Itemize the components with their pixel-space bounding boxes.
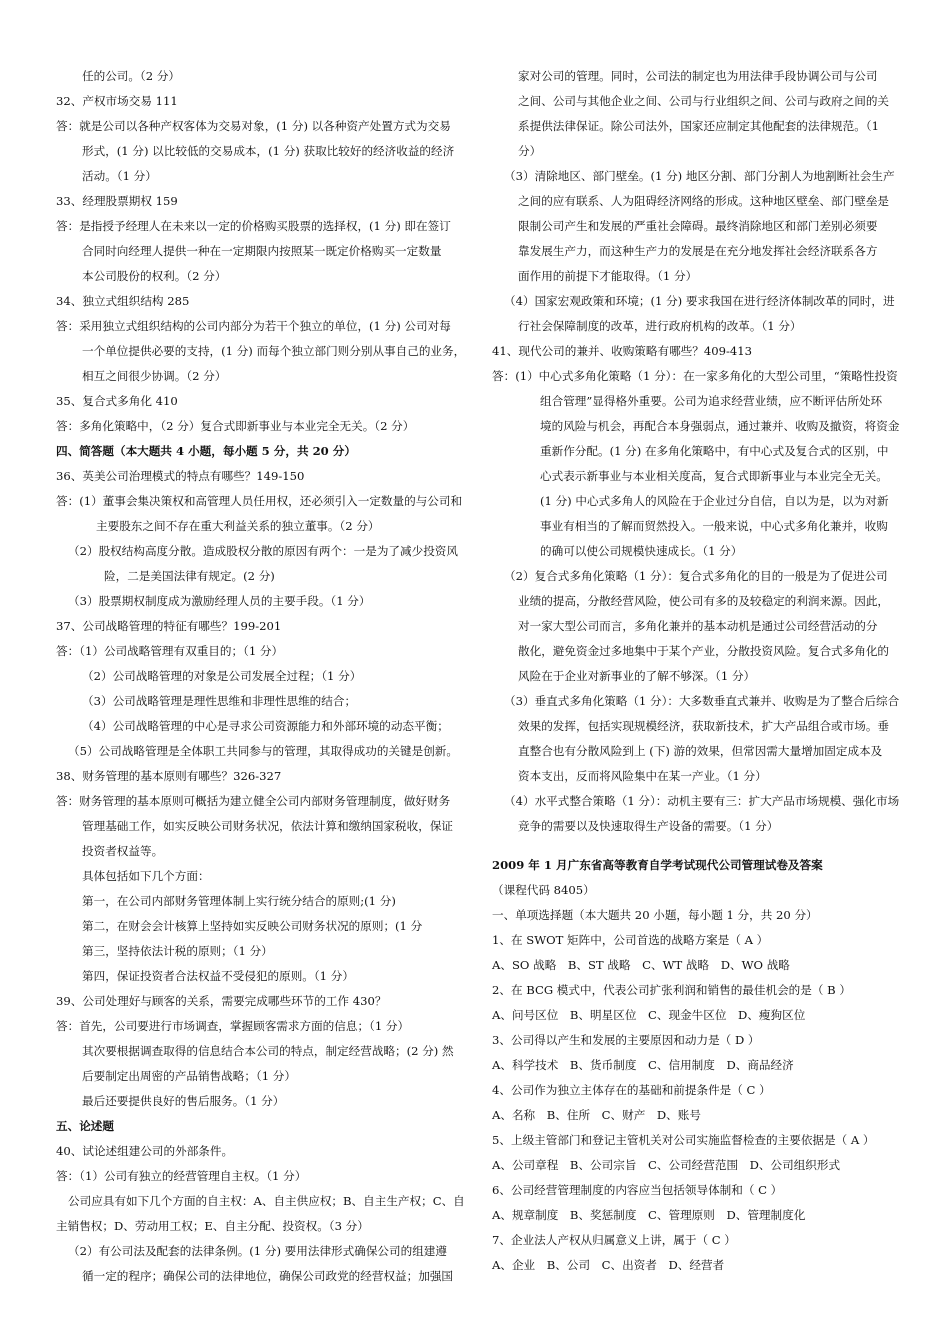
text-line: 合同时向经理人提供一种在一定期限内按照某一既定价格购买一定数量 xyxy=(82,244,442,258)
text-line: 答：(1）董事会集决策权和高管理人员任用权，还必须引入一定数量的与公司和 xyxy=(56,494,463,508)
text-line: （2）股权结构高度分散。造成股权分散的原因有两个：一是为了减少投资风 xyxy=(68,544,458,558)
text-line: （2）复合式多角化策略（1 分）：复合式多角化的目的一般是为了促进公司 xyxy=(504,569,888,583)
text-line: A、SO 战略 B、ST 战略 C、WT 战略 D、WO 战略 xyxy=(492,958,790,972)
text-line: 循一定的程序；确保公司的法律地位，确保公司政党的经营权益；加强国 xyxy=(82,1269,454,1283)
text-line: 1、在 SWOT 矩阵中，公司首选的战略方案是（ A ） xyxy=(492,933,769,947)
text-line: 险，二是美国法律有规定。(2 分) xyxy=(104,569,275,583)
text-line: （2）有公司法及配套的法律条例。(1 分) 要用法律形式确保公司的组建遵 xyxy=(68,1244,447,1258)
text-line: A、名称 B、住所 C、财产 D、账号 xyxy=(492,1108,701,1122)
text-line: 第一，在公司内部财务管理体制上实行统分结合的原则;(1 分) xyxy=(82,894,396,908)
text-line: 41、现代公司的兼并、收购策略有哪些？409-413 xyxy=(492,344,753,358)
text-line: （3）公司战略管理是理性思维和非理性思维的结合； xyxy=(82,694,357,708)
text-line: A、公司章程 B、公司宗旨 C、公司经营范围 D、公司组织形式 xyxy=(492,1158,841,1172)
text-line: （5）公司战略管理是全体职工共同参与的管理，其取得成功的关键是创新。 xyxy=(68,744,458,758)
text-line: 形式，(1 分) 以比较低的交易成本，(1 分) 获取比较好的经济收益的经济 xyxy=(82,144,455,158)
text-line: A、企业 B、公司 C、出资者 D、经营者 xyxy=(492,1258,725,1272)
text-line: 业绩的提高，分散经营风险，使公司有多的及较稳定的利润来源。因此， xyxy=(518,594,890,608)
text-line: 境的风险与机会，再配合本身强弱点，通过兼并、收购及撤资，将资金 xyxy=(540,419,900,433)
text-line: 之间、公司与其他企业之间、公司与行业组织之间、公司与政府之间的关 xyxy=(518,94,890,108)
text-line: 资本支出，反而将风险集中在某一产业。（1 分） xyxy=(518,769,767,783)
text-line: 公司应具有如下几个方面的自主权：A、自主供应权；B、自主生产权；C、自 xyxy=(68,1194,465,1208)
text-line: （4）水平式整合策略（1 分）：动机主要有三：扩大产品市场规模、强化市场 xyxy=(504,794,900,808)
text-line: 管理基础工作，如实反映公司财务状况，依法计算和缴纳国家税收，保证 xyxy=(82,819,454,833)
text-line: 重新作分配。(1 分) 在多角化策略中，有中心式及复合式的区别，中 xyxy=(540,444,889,458)
text-line: 5、上级主管部门和登记主管机关对公司实施监督检查的主要依据是（ A ） xyxy=(492,1133,875,1147)
text-line xyxy=(492,839,896,853)
right-column xyxy=(492,64,900,1278)
text-line: （3）股票期权制度成为激励经理人员的主要手段。（1 分） xyxy=(68,594,371,608)
text-line: 答：首先，公司要进行市场调查，掌握顾客需求方面的信息；（1 分） xyxy=(56,1019,410,1033)
text-line: 33、经理股票期权 159 xyxy=(56,194,178,208)
text-line: 答：（1）公司有独立的经营管理自主权。（1 分） xyxy=(56,1169,307,1183)
text-line: 第三，坚持依法计税的原则；（1 分） xyxy=(82,944,273,958)
section-heading: 五、论述题 xyxy=(56,1119,114,1133)
text-line: 靠发展生产力，而这种生产力的发展是在充分地发挥社会经济联系各方 xyxy=(518,244,878,258)
text-line: 其次要根据调查取得的信息结合本公司的特点，制定经营战略；(2 分) 然 xyxy=(82,1044,454,1058)
text-line: 任的公司。（2 分） xyxy=(82,69,181,83)
text-line: 答：采用独立式组织结构的公司内部分为若干个独立的单位，(1 分) 公司对每 xyxy=(56,319,451,333)
text-line: (1 分) 中心式多角人的风险在于企业过分自信，自以为是，以为对新 xyxy=(540,494,889,508)
text-line: （3）垂直式多角化策略（1 分）：大多数垂直式兼并、收购是为了整合后综合 xyxy=(504,694,900,708)
section-heading: 四、简答题（本大题共 4 小题，每小题 5 分，共 20 分） xyxy=(56,444,356,458)
text-line: 第二，在财会会计核算上坚持如实反映公司财务状况的原则；(1 分 xyxy=(82,919,423,933)
text-line: 主销售权；D、劳动用工权；E、自主分配、投资权。（3 分） xyxy=(56,1219,369,1233)
text-line: 投资者权益等。 xyxy=(82,844,164,858)
text-line: 2、在 BCG 模式中，代表公司扩张利润和销售的最佳机会的是（ B ） xyxy=(492,983,851,997)
text-line: 系提供法律保证。除公司法外，国家还应制定其他配套的法律规范。（1 xyxy=(518,119,879,133)
text-line: 答：多角化策略中，（2 分）复合式即新事业与本业完全无关。（2 分） xyxy=(56,419,415,433)
text-line: 的确可以使公司规模快速成长。（1 分） xyxy=(540,544,743,558)
text-line: 直整合也有分散风险到上 (下) 游的效果，但常因需大量增加固定成本及 xyxy=(518,744,883,758)
text-line: 36、英美公司治理模式的特点有哪些？149-150 xyxy=(56,469,305,483)
text-line: 相互之间很少协调。（2 分） xyxy=(82,369,227,383)
text-line: 家对公司的管理。同时，公司法的制定也为用法律手段协调公司与公司 xyxy=(518,69,878,83)
text-line: 答：(1）中心式多角化策略（1 分）：在一家多角化的大型公司里，“策略性投资 xyxy=(492,369,898,383)
text-line: 散化，避免资金过多地集中于某个产业，分散投资风险。复合式多角化的 xyxy=(518,644,890,658)
text-line: 7、企业法人产权从归属意义上讲，属于（ C ） xyxy=(492,1233,736,1247)
text-line: 32、产权市场交易 111 xyxy=(56,94,178,108)
section-heading: 2009 年 1 月广东省高等教育自学考试现代公司管理试卷及答案 xyxy=(492,858,823,872)
text-line: 风险在于企业对新事业的了解不够深。（1 分） xyxy=(518,669,756,683)
text-line: 分） xyxy=(518,144,542,158)
text-line: A、科学技术 B、货币制度 C、信用制度 D、商品经济 xyxy=(492,1058,794,1072)
text-line: 6、公司经营管理制度的内容应当包括领导体制和（ C ） xyxy=(492,1183,783,1197)
text-line: 40、试论述组建公司的外部条件。 xyxy=(56,1144,234,1158)
text-line: 第四，保证投资者合法权益不受侵犯的原则。（1 分） xyxy=(82,969,354,983)
text-line: 效果的发挥，包括实现规模经济，获取新技术，扩大产品组合或市场。垂 xyxy=(518,719,890,733)
text-line: 对一家大型公司而言，多角化兼并的基本动机是通过公司经营活动的分 xyxy=(518,619,878,633)
text-line: 活动。（1 分） xyxy=(82,169,157,183)
text-line: 38、财务管理的基本原则有哪些？326-327 xyxy=(56,769,282,783)
text-line: 面作用的前提下才能取得。（1 分） xyxy=(518,269,698,283)
text-line: 39、公司处理好与顾客的关系，需要完成哪些环节的工作 430？ xyxy=(56,994,387,1008)
text-line: （2）公司战略管理的对象是公司发展全过程；（1 分） xyxy=(82,669,362,683)
text-line: 后要制定出周密的产品销售战略；（1 分） xyxy=(82,1069,296,1083)
text-line: 限制公司产生和发展的严重社会障碍。最终消除地区和部门差别必须要 xyxy=(518,219,878,233)
text-line: 答：就是公司以各种产权客体为交易对象，(1 分) 以各种资产处置方式为交易 xyxy=(56,119,451,133)
text-line: 心式表示新事业与本业相关度高，复合式即新事业与本业完全无关。 xyxy=(540,469,888,483)
text-line: 竞争的需要以及快速取得生产设备的需要。（1 分） xyxy=(518,819,779,833)
text-line: 一、单项选择题（本大题共 20 小题，每小题 1 分，共 20 分） xyxy=(492,908,818,922)
text-line: 3、公司得以产生和发展的主要原因和动力是（ D ） xyxy=(492,1033,760,1047)
text-line: 4、公司作为独立主体存在的基础和前提条件是（ C ） xyxy=(492,1083,771,1097)
text-line: 最后还要提供良好的售后服务。（1 分） xyxy=(82,1094,285,1108)
text-line: 本公司股份的权利。（2 分） xyxy=(82,269,227,283)
text-line: 具体包括如下几个方面： xyxy=(82,869,210,883)
text-line: 行社会保障制度的改革，进行政府机构的改革。（1 分） xyxy=(518,319,802,333)
text-line: 答：（1）公司战略管理有双重目的；（1 分） xyxy=(56,644,284,658)
text-line: （3）清除地区、部门壁垒。(1 分) 地区分割、部门分割人为地割断社会生产 xyxy=(504,169,895,183)
left-column xyxy=(56,64,464,1289)
text-line: 34、独立式组织结构 285 xyxy=(56,294,190,308)
text-line: 答：是指授予经理人在未来以一定的价格购买股票的选择权，(1 分) 即在签订 xyxy=(56,219,451,233)
text-line: 答：财务管理的基本原则可概括为建立健全公司内部财务管理制度，做好财务 xyxy=(56,794,451,808)
text-line: 事业有相当的了解而贸然投入。一般来说，中心式多角化兼并，收购 xyxy=(540,519,888,533)
text-line: 37、公司战略管理的特征有哪些？199-201 xyxy=(56,619,282,633)
text-line: （4）公司战略管理的中心是寻求公司资源能力和外部环境的动态平衡； xyxy=(82,719,449,733)
text-line: （课程代码 8405） xyxy=(492,883,595,897)
text-line: 组合管理”显得格外重要。公司为追求经营业绩，应不断评估所处环 xyxy=(540,394,883,408)
text-line: 35、复合式多角化 410 xyxy=(56,394,178,408)
text-line: A、问号区位 B、明星区位 C、现金牛区位 D、瘦狗区位 xyxy=(492,1008,806,1022)
text-line: （4）国家宏观政策和环境；(1 分) 要求我国在进行经济体制改革的同时，进 xyxy=(504,294,895,308)
text-line: 一个单位提供必要的支持，(1 分) 而每个独立部门则分别从事自己的业务， xyxy=(82,344,466,358)
text-line: 主要股东之间不存在重大利益关系的独立董事。（2 分） xyxy=(96,519,380,533)
text-line: 之间的应有联系、人为阻碍经济网络的形成。这种地区壁垒、部门壁垒是 xyxy=(518,194,890,208)
text-line: A、规章制度 B、奖惩制度 C、管理原则 D、管理制度化 xyxy=(492,1208,806,1222)
